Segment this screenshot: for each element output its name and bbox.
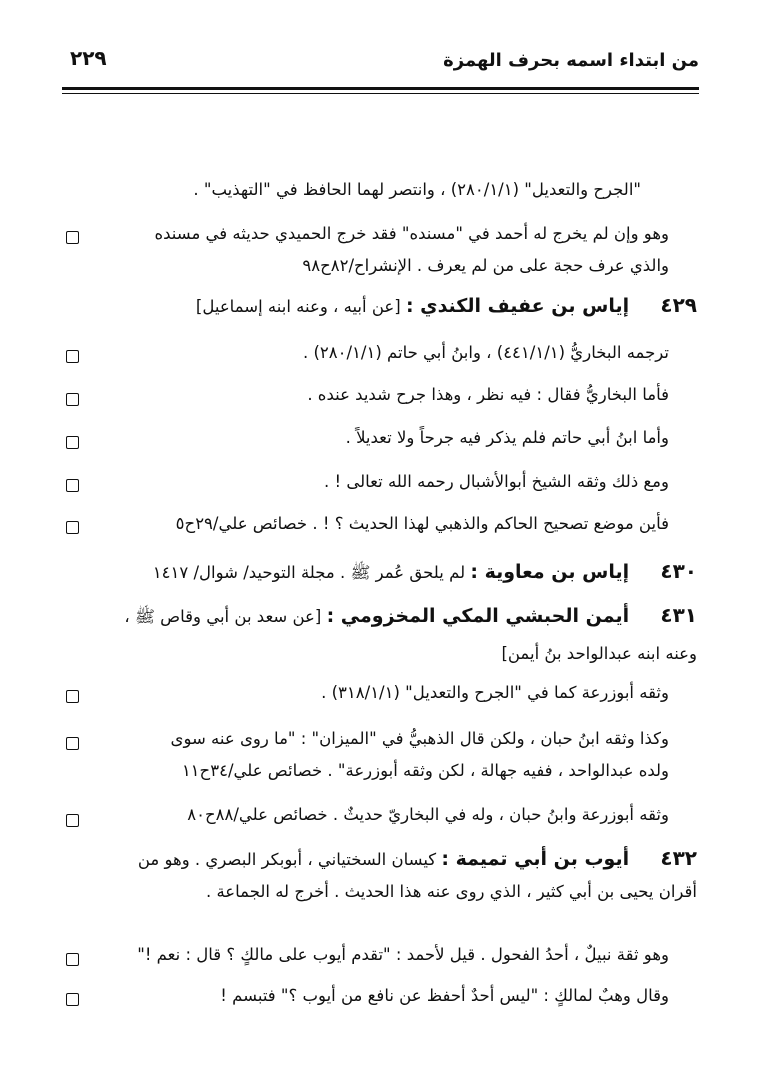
entry-430 bbox=[64, 559, 697, 585]
text-line: وثقه أبوزرعة كما في "الجرح والتعديل" (٣١٨/١/١) . bbox=[321, 683, 669, 702]
text-line: فأين موضع تصحيح الحاكم والذهبي لهذا الحديث ؟ ! . خصائص علي/٢٩ح٥ bbox=[175, 514, 669, 533]
text-line: ترجمه البخاريُّ (٤٤١/١/١) ، وابنُ أبي حاتم (٢٨٠/١/١) . bbox=[302, 343, 669, 362]
entry-text: [عن سعد بن أبي وقاص ﷺ ، bbox=[124, 607, 322, 626]
entry-number: ٤٣٢ bbox=[660, 846, 697, 870]
entry-432 bbox=[64, 846, 697, 872]
entry-name: إياس بن معاوية : bbox=[470, 561, 630, 583]
text-line: وقال وهبٌ لمالكٍ : "ليس أحدٌ أحفظ عن نافع من أيوب ؟" فتبسم ! bbox=[220, 986, 669, 1005]
header-rule-thin bbox=[62, 93, 699, 94]
page-number: ٢٢٩ bbox=[70, 46, 107, 70]
entry-number: ٤٣١ bbox=[660, 603, 697, 627]
text-line: "الجرح والتعديل" (٢٨٠/١/١) ، وانتصر لهما الحافظ في "التهذيب" . bbox=[193, 180, 641, 199]
text-line: ولده عبدالواحد ، ففيه جهالة ، لكن وثقه أبوزرعة" . خصائص علي/٣٤ح١١ bbox=[181, 761, 669, 780]
text-line: وهو ثقة نبيلٌ ، أحدُ الفحول . قيل لأحمد : "تقدم أيوب على مالكٍ ؟ قال : نعم !" bbox=[137, 945, 669, 964]
text-line: وكذا وثقه ابنُ حبان ، ولكن قال الذهبيُّ في "الميزان" : "ما روى عنه سوى bbox=[170, 729, 669, 748]
entry-429 bbox=[64, 293, 697, 319]
text-line: والذي عرف حجة على من لم يعرف . الإنشراح/٨٢ح٩٨ bbox=[302, 256, 669, 275]
entry-name: أيمن الحبشي المكي المخزومي : bbox=[326, 605, 630, 627]
text-line: وعنه ابنه عبدالواحد بنُ أيمن] bbox=[501, 644, 697, 663]
text-line: أقران يحيى بن أبي كثير ، الذي روى عنه هذا الحديث . أخرج له الجماعة . bbox=[205, 882, 697, 901]
text-line: فأما البخاريُّ فقال : فيه نظر ، وهذا جرح شديد عنده . bbox=[307, 385, 669, 404]
text-line: ومع ذلك وثقه الشيخ أبوالأشبال رحمه الله تعالى ! . bbox=[324, 472, 669, 491]
entry-name: إياس بن عفيف الكندي : bbox=[405, 295, 630, 317]
entry-number: ٤٢٩ bbox=[660, 293, 697, 317]
entry-number: ٤٣٠ bbox=[660, 559, 697, 583]
entry-431 bbox=[64, 603, 697, 629]
entry-text: [عن أبيه ، وعنه ابنه إسماعيل] bbox=[195, 297, 401, 316]
text-line: وهو وإن لم يخرج له أحمد في "مسنده" فقد خرج الحميدي حديثه في مسنده bbox=[154, 224, 669, 243]
chapter-title: من ابتداء اسمه بحرف الهمزة bbox=[443, 50, 699, 71]
entry-text: كيسان السختياني ، أبوبكر البصري . وهو من bbox=[137, 850, 437, 869]
text-line: وثقه أبوزرعة وابنُ حبان ، وله في البخاريّ حديثٌ . خصائص علي/٨٨ح٨٠ bbox=[187, 805, 669, 824]
entry-text: لم يلحق عُمر ﷺ . مجلة التوحيد/ شوال/ ١٤١٧ bbox=[152, 563, 466, 582]
header-rule-thick bbox=[62, 87, 699, 90]
text-line: وأما ابنُ أبي حاتم فلم يذكر فيه جرحاً ولا تعديلاً . bbox=[345, 428, 669, 447]
entry-name: أيوب بن أبي تميمة : bbox=[441, 848, 630, 870]
running-header bbox=[70, 44, 699, 84]
